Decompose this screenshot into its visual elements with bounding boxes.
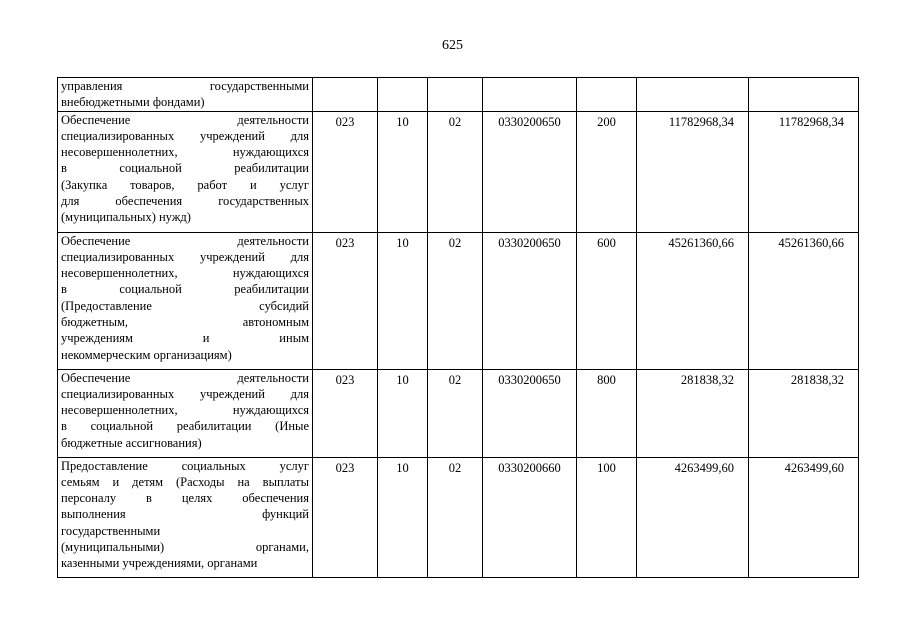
ministry-code-cell: 023	[313, 457, 378, 577]
description-line: некоммерческим организациям)	[61, 347, 232, 362]
amount-cell: 11782968,34	[637, 111, 749, 232]
description-line: для обеспечения государственных	[61, 194, 309, 209]
description-line: специализированных учреждений для	[61, 249, 309, 264]
target-article-cell: 0330200650	[483, 232, 577, 369]
section-code-cell: 10	[378, 232, 428, 369]
expense-type-cell: 100	[577, 457, 637, 577]
description-line: персоналу в целях обеспечения	[61, 491, 309, 506]
description-line: управления государственными	[61, 79, 309, 93]
table-row	[58, 232, 859, 369]
target-article-cell: 0330200660	[483, 457, 577, 577]
row-description	[58, 78, 313, 112]
page-number: 625	[442, 38, 463, 53]
description-line: специализированных учреждений для	[61, 386, 309, 401]
description-line: учреждениям и иным	[61, 331, 309, 346]
description-line: Обеспечение деятельности	[61, 233, 309, 248]
table-row	[58, 111, 859, 232]
row-description	[58, 111, 313, 232]
description-line: Обеспечение деятельности	[61, 112, 309, 127]
section-code-cell: 10	[378, 457, 428, 577]
amount-cell	[637, 78, 749, 112]
description-line: Обеспечение деятельности	[61, 370, 309, 385]
target-article-cell: 0330200650	[483, 111, 577, 232]
description-line: (Предоставление субсидий	[61, 298, 309, 313]
description-line: несовершеннолетних, нуждающихся	[61, 403, 309, 418]
budget-table	[57, 77, 859, 578]
description-line: специализированных учреждений для	[61, 128, 309, 143]
subsection-code-cell: 02	[428, 457, 483, 577]
description-line: (Закупка товаров, работ и услуг	[61, 177, 309, 192]
description-line: в социальной реабилитации	[61, 282, 309, 297]
description-line: в социальной реабилитации (Иные	[61, 419, 309, 434]
description-line: государственными	[61, 523, 161, 538]
target-article-cell	[483, 78, 577, 112]
row-description	[58, 369, 313, 457]
table-row	[58, 369, 859, 457]
table-row	[58, 78, 859, 112]
description-line: в социальной реабилитации	[61, 161, 309, 176]
description-line: внебюджетными фондами)	[61, 95, 205, 110]
row-description	[58, 457, 313, 577]
amount-cell: 4263499,60	[637, 457, 749, 577]
amount-cell: 45261360,66	[637, 232, 749, 369]
ministry-code-cell: 023	[313, 111, 378, 232]
section-code-cell	[378, 78, 428, 112]
description-line: бюджетным, автономным	[61, 315, 309, 330]
expense-type-cell: 200	[577, 111, 637, 232]
table-row	[58, 457, 859, 577]
amount-cell: 281838,32	[637, 369, 749, 457]
description-line: семьям и детям (Расходы на выплаты	[61, 474, 309, 489]
description-line: (муниципальными) органами,	[61, 540, 309, 555]
description-line: несовершеннолетних, нуждающихся	[61, 145, 309, 160]
section-code-cell: 10	[378, 369, 428, 457]
amount-cell: 11782968,34	[749, 111, 859, 232]
expense-type-cell	[577, 78, 637, 112]
ministry-code-cell: 023	[313, 232, 378, 369]
amount-cell: 281838,32	[749, 369, 859, 457]
subsection-code-cell: 02	[428, 369, 483, 457]
subsection-code-cell	[428, 78, 483, 112]
description-line: (муниципальных) нужд)	[61, 210, 191, 225]
subsection-code-cell: 02	[428, 111, 483, 232]
description-line: несовершеннолетних, нуждающихся	[61, 266, 309, 281]
amount-cell: 4263499,60	[749, 457, 859, 577]
section-code-cell: 10	[378, 111, 428, 232]
subsection-code-cell: 02	[428, 232, 483, 369]
description-line: Предоставление социальных услуг	[61, 458, 309, 473]
expense-type-cell: 800	[577, 369, 637, 457]
expense-type-cell: 600	[577, 232, 637, 369]
target-article-cell: 0330200650	[483, 369, 577, 457]
amount-cell: 45261360,66	[749, 232, 859, 369]
ministry-code-cell: 023	[313, 369, 378, 457]
amount-cell	[749, 78, 859, 112]
ministry-code-cell	[313, 78, 378, 112]
description-line: казенными учреждениями, органами	[61, 556, 258, 571]
description-line: бюджетные ассигнования)	[61, 435, 202, 450]
description-line: выполнения функций	[61, 507, 309, 522]
row-description	[58, 232, 313, 369]
